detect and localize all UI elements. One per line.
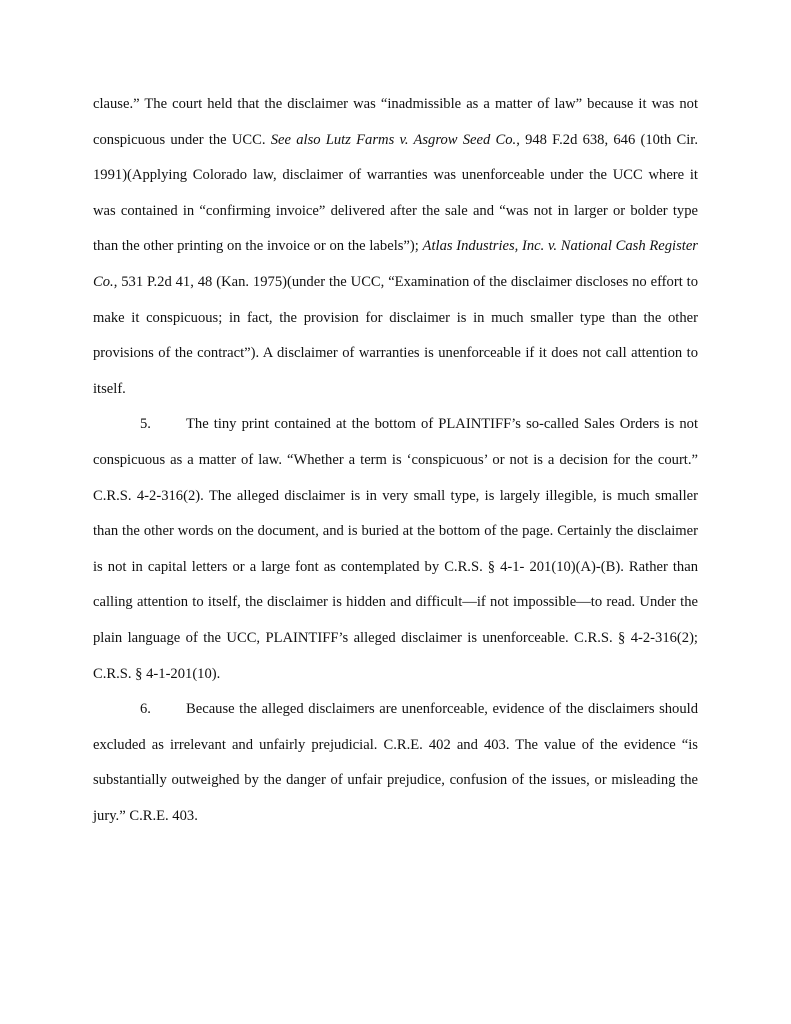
paragraph-6 xyxy=(93,692,698,834)
paragraph-5 xyxy=(93,407,698,692)
paragraph-text: The tiny print contained at the bottom of PLAINTIFF’s so-called Sales Orders is not conspicuous as a matter of law. “Whether a term is ‘conspicuous’ or not is a decision for the court.” C.R.S. 4-2-316(2). The alleged disclaimer is in very small type, is largely illegible, is much smaller than the other words on the document, and is buried at the bottom of the page. Certainly the disclaimer is not in capital letters or a large font as contemplated by C.R.S. § 4-1- 201(10)(A)-(B). Rather than calling attention to itself, the disclaimer is hidden and difficult—if not impossible—to read. Under the plain language of the UCC, PLAINTIFF’s alleged disclaimer is unenforceable. C.R.S. § 4-2-316(2); C.R.S. § 4-1-201(10). xyxy=(93,416,698,682)
document-body xyxy=(93,87,698,834)
text-run: , 948 F.2d 638, 646 (10th Cir. 1991)(Applying Colorado law, disclaimer of warranties was unenforceable under the UCC where it was contained in “confirming invoice” delivered after the sale and “was not in larger or bolder type than the other printing on the invoice or on the labels”); xyxy=(93,131,698,255)
paragraph-number: 5. xyxy=(140,416,151,433)
text-run: clause.” The court held that the disclaimer was “inadmissible as a matter of law” because it was not conspicuous under the UCC. xyxy=(93,96,698,148)
case-citation-atlas-industries: Atlas Industries, Inc. v. National Cash Register Co. xyxy=(93,238,698,290)
paragraph-number: 6. xyxy=(140,701,151,718)
text-run: , 531 P.2d 41, 48 (Kan. 1975)(under the UCC, “Examination of the disclaimer discloses no effort to make it conspicuous; in fact, the provision for disclaimer is in much smaller type than the other provisions of the contract”). A disclaimer of warranties is unenforceable if it does not call attention to itself. xyxy=(93,273,698,397)
case-citation-lutz-farms: See also Lutz Farms v. Asgrow Seed Co. xyxy=(270,131,517,148)
paragraph-text: Because the alleged disclaimers are unenforceable, evidence of the disclaimers should excluded as irrelevant and unfairly prejudicial. C.R.E. 402 and 403. The value of the evidence “is substantially outweighed by the danger of unfair prejudice, confusion of the issues, or misleading the jury.” C.R.E. 403. xyxy=(93,701,698,824)
paragraph-continued xyxy=(93,87,698,407)
